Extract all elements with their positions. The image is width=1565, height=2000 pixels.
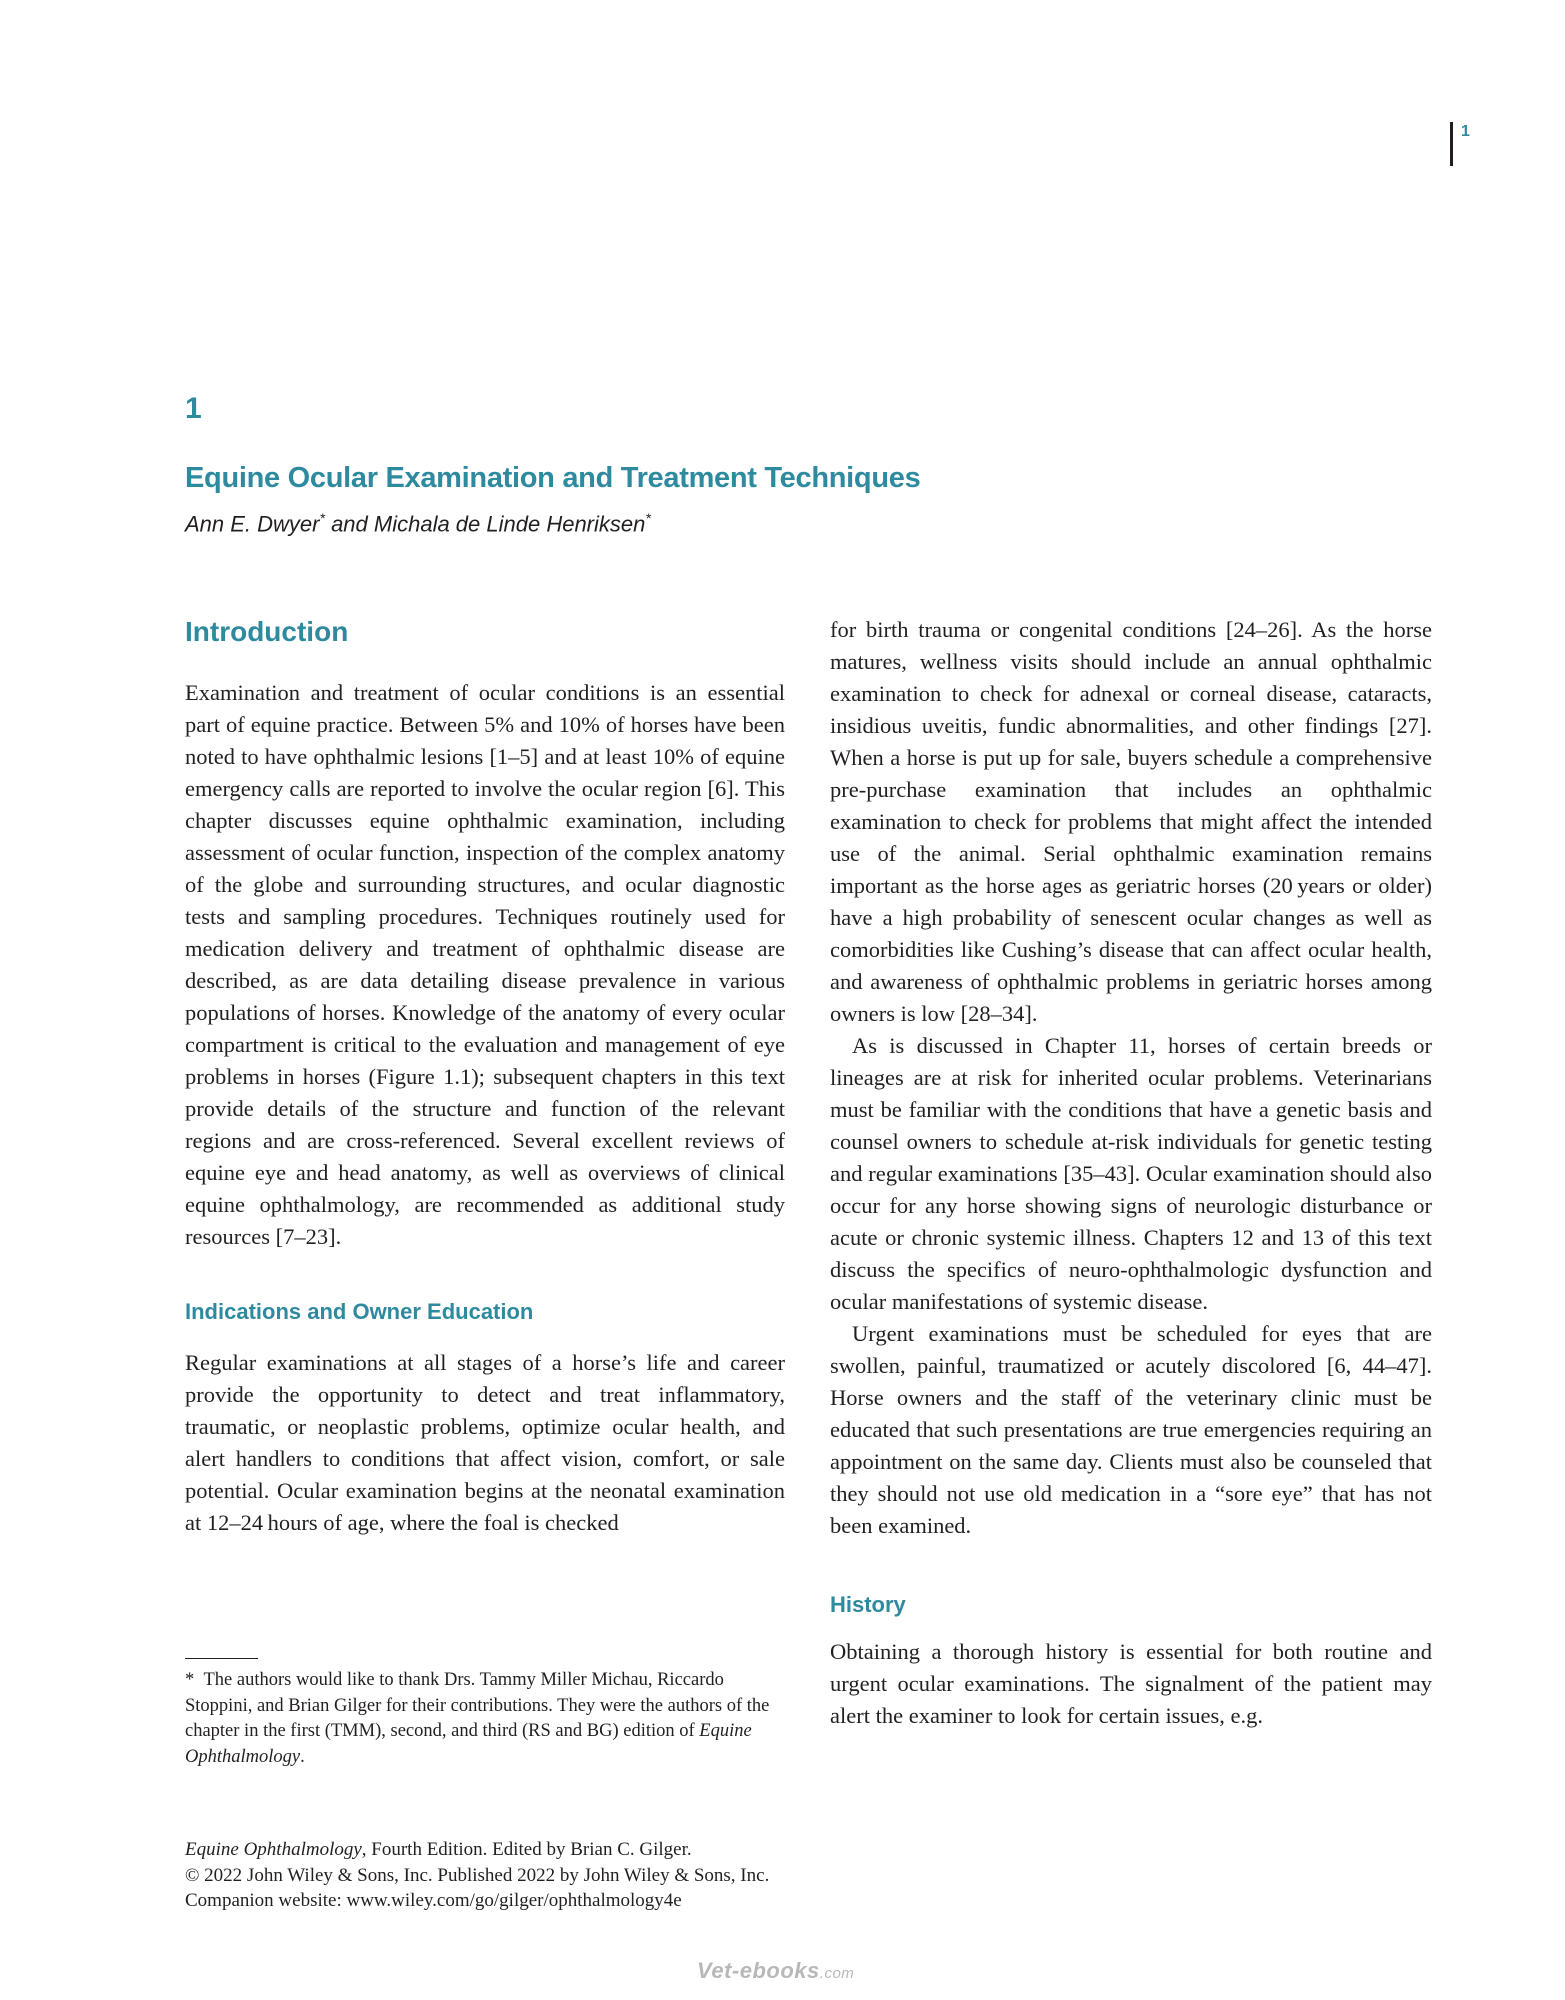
- chapter-title: Equine Ocular Examination and Treatment Techniques: [185, 462, 921, 494]
- indications-paragraph-1-continued: for birth trauma or congenital conditions [24–26]. As the horse matures, wellness visits should include an annual ophthalmic examination to check for adnexal or corneal disease, cataracts, insidious uveitis, fundic abnormalities, and other findings [27]. When a horse is put up for sale, buyers schedule a comprehensive pre-purchase examination that includes an ophthalmic examination to check for problems that might affect the intended use of the animal. Serial ophthalmic examination remains important as the horse ages as geriatric horses (20 years or older) have a high probability of senescent ocular changes as well as comorbidities like Cushing’s disease that can affect ocular health, and awareness of ophthalmic problems in geriatric horses among owners is low [28–34].: [830, 617, 1432, 1026]
- footnote-text: * The authors would like to thank Drs. Tammy Miller Michau, Riccardo Stoppini, and Brian Gilger for their contributions. They were the authors of the chapter in the first (TMM), second, and third (RS and BG) edition of: [185, 1670, 770, 1741]
- indications-paragraph-3: Urgent examinations must be scheduled for eyes that are swollen, painful, traumatized or acutely discolored [6, 44–47]. Horse owners and the staff of the veterinary clinic must be educated that such presentations are true emergencies requiring an appointment on the same day. Clients must also be counseled that they should not use old medication in a “sore eye” that has not been examined.: [830, 1321, 1432, 1538]
- author-1-footnote-mark: *: [319, 510, 325, 526]
- left-column: [185, 612, 785, 1539]
- footnote: [185, 1668, 785, 1770]
- watermark-main: Vet-ebooks: [697, 1958, 820, 1983]
- author-2-footnote-mark: *: [645, 510, 651, 526]
- page-number: 1: [1450, 122, 1470, 166]
- author-1: Ann E. Dwyer: [185, 511, 320, 537]
- book-info-edition: , Fourth Edition. Edited by Brian C. Gilger.: [361, 1839, 692, 1860]
- history-paragraph: Obtaining a thorough history is essential for both routine and urgent ocular examinations. The signalment of the patient may alert the examiner to look for certain issues, e.g.: [830, 1639, 1432, 1728]
- indications-paragraph-2: As is discussed in Chapter 11, horses of certain breeds or lineages are at risk for inherited ocular problems. Veterinarians must be familiar with the conditions that have a genetic basis and counsel owners to schedule at-risk individuals for genetic testing and regular examinations [35–43]. Ocular examination should also occur for any horse showing signs of neurologic disturbance or acute or chronic systemic illness. Chapters 12 and 13 of this text discuss the specifics of neuro-ophthalmologic dysfunction and ocular manifestations of systemic disease.: [830, 1033, 1432, 1314]
- book-info: [185, 1837, 1085, 1914]
- book-info-line-1: [185, 1837, 1085, 1863]
- introduction-heading: Introduction: [185, 616, 349, 647]
- chapter-authors: [185, 510, 651, 537]
- watermark-suffix: .com: [819, 1965, 855, 1982]
- book-info-title: Equine Ophthalmology: [185, 1839, 362, 1860]
- footnote-end: .: [300, 1746, 305, 1767]
- author-2: and Michala de Linde Henriksen: [324, 511, 646, 537]
- footnote-divider: [185, 1658, 258, 1659]
- indications-paragraph-1: Regular examinations at all stages of a horse’s life and career provide the opportunity to detect and treat inflammatory, traumatic, or neoplastic problems, optimize ocular health, and alert handlers to conditions that affect vision, comfort, or sale potential. Ocular examination begins at the neonatal examination at 12–24 hours of age, where the foal is checked: [185, 1350, 785, 1535]
- chapter-number: 1: [185, 392, 202, 425]
- indications-heading: Indications and Owner Education: [185, 1299, 534, 1324]
- watermark-logo: [697, 1958, 854, 1984]
- history-heading: History: [830, 1592, 906, 1617]
- book-info-companion-website: Companion website: www.wiley.com/go/gilger/ophthalmology4e: [185, 1890, 682, 1911]
- book-info-copyright: © 2022 John Wiley & Sons, Inc. Published 2022 by John Wiley & Sons, Inc.: [185, 1864, 770, 1886]
- right-column: [830, 614, 1432, 1732]
- footnote-book-title: Equine Ophthalmology: [185, 1721, 752, 1767]
- introduction-paragraph: Examination and treatment of ocular conditions is an essential part of equine practice. Between 5% and 10% of horses have been noted to have ophthalmic lesions [1–5] and at least 10% of equine emergency calls are reported to involve the ocular region [6]. This chapter discusses equine ophthalmic examination, including assessment of ocular function, inspection of the complex anatomy of the globe and surrounding structures, and ocular diagnostic tests and sampling procedures. Techniques routinely used for medication delivery and treatment of ophthalmic disease are described, as are data detailing disease prevalence in various populations of horses. Knowledge of the anatomy of every ocular compartment is critical to the evaluation and management of eye problems in horses (Figure 1.1); subsequent chapters in this text provide details of the structure and function of the relevant regions and are cross-referenced. Several excellent reviews of equine eye and head anatomy, as well as overviews of clinical equine ophthalmology, are recommended as additional study resources [7–23].: [185, 680, 785, 1249]
